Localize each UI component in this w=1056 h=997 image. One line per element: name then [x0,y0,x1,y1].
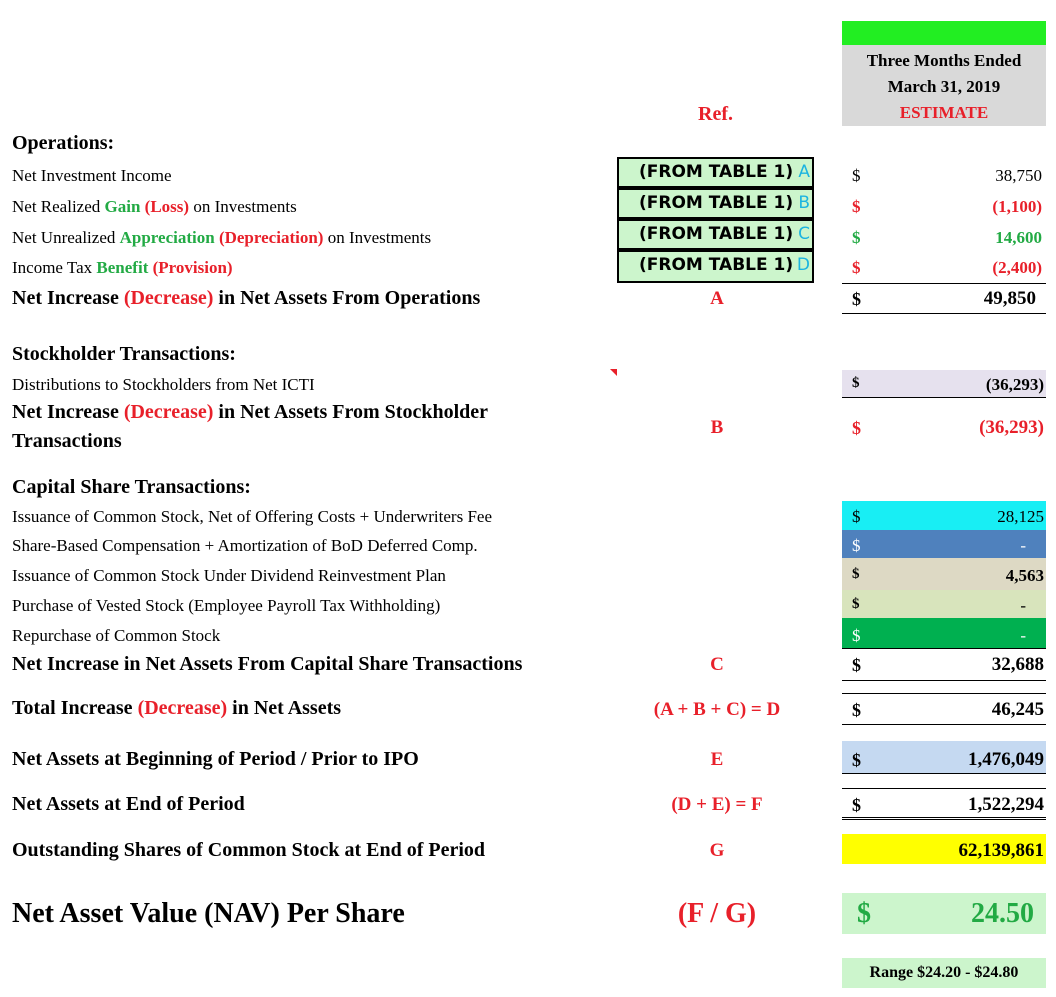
share-based-comp-value: - [1020,536,1026,555]
nav-currency-symbol: $ [857,898,871,929]
period-line-2: March 31, 2019 [887,77,1001,96]
operations-total-value: 49,850 [983,288,1036,309]
currency-symbol: $ [852,700,861,720]
total-increase-top-rule [842,693,1046,694]
from-table-box-a: (FROM TABLE 1) A [617,157,814,188]
operations-rule [842,283,1046,284]
net-realized-gain-value: (1,100) [992,197,1042,216]
beginning-value: 1,476,049 [968,749,1044,770]
operations-total-rule [842,313,1046,314]
comment-indicator [610,369,617,376]
currency-symbol: $ [852,228,861,247]
stockholder-total-value: (36,293) [979,417,1044,438]
currency-symbol: $ [852,596,860,612]
currency-symbol: $ [852,375,860,391]
repurchase-cell [842,618,1046,649]
net-investment-income-value: 38,750 [995,166,1042,185]
vested-stock-label: Purchase of Vested Stock (Employee Payroll Tax Withholding) [12,596,441,615]
currency-symbol: $ [852,750,861,770]
period-header [842,45,1046,126]
share-based-comp-cell [842,530,1046,558]
currency-symbol: $ [852,166,861,185]
net-unrealized-appreciation-label: Net Unrealized Appreciation (Depreciation) on Investments [12,228,432,247]
net-realized-gain-label: Net Realized Gain (Loss) on Investments [12,197,297,216]
income-tax-value: (2,400) [992,258,1042,277]
range-cell [842,958,1046,988]
end-top-rule [842,788,1046,789]
operations-title: Operations: [12,132,115,154]
stockholder-title: Stockholder Transactions: [12,343,236,365]
currency-symbol: $ [852,418,861,438]
from-table-box-c: (FROM TABLE 1) C [617,219,814,250]
end-value: 1,522,294 [968,794,1044,815]
ref-column-header: Ref. [698,103,733,125]
currency-symbol: $ [852,795,861,815]
repurchase-label: Repurchase of Common Stock [12,626,221,645]
beginning-label: Net Assets at Beginning of Period / Prior to IPO [12,748,419,770]
ref-d: (A + B + C) = D [653,699,781,720]
nav-value: 24.50 [971,898,1034,929]
ref-c: C [710,654,724,675]
currency-symbol: $ [852,289,861,309]
ref-f: (D + E) = F [671,794,763,815]
capital-title: Capital Share Transactions: [12,476,251,498]
distributions-label: Distributions to Stockholders from Net ICTI [12,375,315,394]
ref-a: A [710,288,724,309]
ref-e: E [710,749,724,770]
total-increase-label: Total Increase (Decrease) in Net Assets [12,697,342,719]
capital-total-value: 32,688 [991,654,1044,675]
end-double-rule [842,817,1046,820]
drip-value: 4,563 [1005,566,1044,585]
period-line-1: Three Months Ended [866,51,1022,70]
capital-total-rule [842,680,1046,681]
nav-label: Net Asset Value (NAV) Per Share [12,898,405,929]
shares-label: Outstanding Shares of Common Stock at End of Period [12,839,486,861]
ref-b: B [710,417,724,438]
stockholder-total-label: Net Increase (Decrease) in Net Assets From Stockholder [12,401,489,423]
operations-total-label: Net Increase (Decrease) in Net Assets From Operations [12,287,481,309]
range-label: Range $24.20 - $24.80 [869,964,1019,981]
currency-symbol: $ [852,536,861,555]
net-unrealized-appreciation-value: 14,600 [995,228,1042,247]
from-table-box-b: (FROM TABLE 1) B [617,188,814,219]
income-tax-label: Income Tax Benefit (Provision) [12,258,233,277]
drip-label: Issuance of Common Stock Under Dividend Reinvestment Plan [12,566,446,585]
vested-stock-cell [842,590,1046,618]
currency-symbol: $ [852,258,861,277]
nav-ref: (F / G) [677,898,757,929]
total-increase-value: 46,245 [991,699,1044,720]
share-based-comp-label: Share-Based Compensation + Amortization of BoD Deferred Comp. [12,536,478,555]
shares-value: 62,139,861 [958,840,1044,861]
currency-symbol: $ [852,566,860,582]
currency-symbol: $ [852,507,861,526]
capital-total-label: Net Increase in Net Assets From Capital Share Transactions [12,653,523,675]
net-investment-income-label: Net Investment Income [12,166,172,185]
estimate-label: ESTIMATE [899,103,989,122]
repurchase-value: - [1020,626,1026,645]
end-label: Net Assets at End of Period [12,793,245,815]
ref-g: G [709,840,725,861]
currency-symbol: $ [852,626,861,645]
vested-stock-value: - [1020,596,1026,615]
green-header-bar [842,21,1046,45]
issuance-label: Issuance of Common Stock, Net of Offering Costs + Underwriters Fee [12,507,492,526]
issuance-value: 28,125 [997,507,1044,526]
total-increase-rule [842,724,1046,725]
distributions-value: (36,293) [985,375,1044,394]
currency-symbol: $ [852,197,861,216]
from-table-box-d: (FROM TABLE 1) D [617,250,814,283]
currency-symbol: $ [852,655,861,675]
stockholder-total-label-2: Transactions [12,430,122,452]
